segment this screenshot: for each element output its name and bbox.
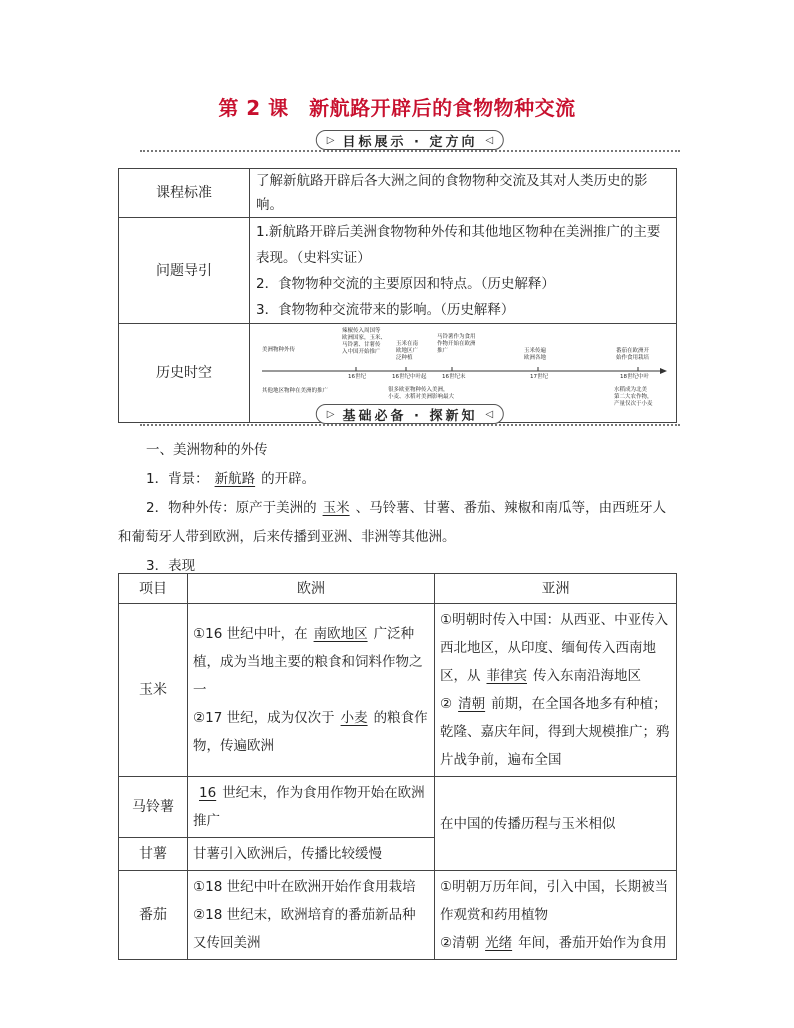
timeline-note: 番茄在欧洲开 始作食用栽培	[616, 348, 650, 361]
text-run: 前期，在全国各地多有种植；乾隆、嘉庆年间，得到大规模推广；鸦片战争前，遍布全国	[440, 696, 670, 768]
text-line: ①明朝万历年间，引入中国，长期被当作观赏和药用植物	[440, 879, 669, 923]
arrow-left-icon: ◁	[485, 408, 494, 420]
banner-pill	[316, 130, 504, 150]
curriculum-standard-label: 课程标准	[119, 169, 250, 218]
arrow-right-icon: ▷	[326, 134, 335, 146]
fill-blank: 新航路	[214, 471, 256, 487]
fill-blank: 光绪	[485, 935, 513, 951]
text-line	[440, 929, 671, 957]
sweet-potato-europe: 甘薯引入欧洲后，传播比较缓慢	[188, 838, 435, 871]
arrow-right-icon: ▷	[326, 408, 335, 420]
row-label-tomato: 番茄	[119, 871, 188, 960]
lesson-title: 第 2 课 新航路开辟后的食物物种交流	[218, 96, 576, 120]
arrow-left-icon: ◁	[485, 134, 494, 146]
fill-blank: 菲律宾	[486, 668, 527, 684]
timeline-note: 很多欧亚物种传入美洲， 小麦、水稻对美洲影响最大	[388, 387, 455, 400]
timeline-tick-label: 16世纪中叶起	[392, 374, 427, 380]
fill-blank: 南欧地区	[313, 626, 368, 642]
timeline-note: 马铃薯作为食用 作物开始在欧洲 推广	[437, 334, 476, 354]
guiding-question: 2．食物物种交流的主要原因和特点。（历史解释）	[256, 275, 555, 292]
dotted-divider	[140, 424, 680, 426]
text-run: 的开辟。	[261, 471, 316, 487]
spread-paragraph	[118, 494, 678, 552]
manifestation-heading: 3．表现	[146, 558, 196, 574]
text-run: ②清朝	[440, 935, 480, 951]
section-banner-goals	[140, 130, 680, 154]
text-run: 年间，番茄开始作为食用	[518, 935, 667, 951]
timeline-bottom-left-label: 其他地区物种在美洲的推广	[262, 388, 329, 394]
text-run: 广泛种植，成为当地主要的粮食和饲料作物之一	[193, 626, 423, 698]
col-header-europe: 欧洲	[188, 574, 435, 604]
tomato-asia	[435, 871, 677, 960]
guiding-questions-label: 问题导引	[119, 218, 250, 324]
fill-blank: 16	[199, 785, 217, 801]
species-spread-table	[118, 573, 677, 960]
guiding-questions	[250, 218, 677, 324]
timeline-top-left-label: 美洲物种外传	[262, 347, 296, 353]
banner-label: 基础必备 · 探新知	[342, 408, 478, 424]
timeline-tick-label: 18世纪中叶	[620, 374, 649, 380]
banner-label: 目标展示 · 定方向	[342, 134, 478, 150]
text-line	[440, 606, 671, 690]
text-run: 传入东南沿海地区	[533, 668, 641, 684]
objectives-table	[118, 168, 677, 423]
row-label-potato: 马铃薯	[119, 777, 188, 838]
row-label-corn: 玉米	[119, 604, 188, 777]
curriculum-standard-text: 了解新航路开辟后各大洲之间的食物物种交流及其对人类历史的影响。	[250, 169, 677, 218]
corn-asia	[435, 604, 677, 777]
timeline-note: 水稻成为北美 第二大农作物， 产量仅次于小麦	[614, 387, 653, 407]
text-line	[193, 704, 429, 760]
section-body	[118, 436, 678, 581]
guiding-question: 1.新航路开辟后美洲食物物种外传和其他地区物种在美洲推广的主要表现。（史料实证）	[256, 223, 661, 266]
col-header-item: 项目	[119, 574, 188, 604]
text-run: ②17 世纪，成为仅次于	[193, 710, 335, 726]
text-line: ②18 世纪末，欧洲培育的番茄新品种又传回美洲	[193, 907, 416, 951]
guiding-question: 3．食物物种交流带来的影响。（历史解释）	[256, 301, 515, 318]
timeline-note: 玉米传遍 欧洲各地	[524, 348, 547, 361]
timeline-note: 辣椒传入周国等 欧洲国家，玉米、 马铃薯、甘薯传 入中国开始推广	[342, 328, 387, 355]
text-run: 世纪末，作为食用作物开始在欧洲推广	[193, 785, 425, 829]
fill-blank: 玉米	[322, 500, 350, 516]
fill-blank: 清朝	[458, 696, 486, 712]
potato-sweet-potato-asia: 在中国的传播历程与玉米相似	[435, 777, 677, 871]
text-line	[440, 690, 671, 774]
text-line: ①18 世纪中叶在欧洲开始作食用栽培	[193, 879, 416, 895]
corn-europe	[188, 604, 435, 777]
section-banner-basics	[140, 404, 680, 428]
banner-pill	[316, 404, 504, 424]
text-run: 2．物种外传：原产于美洲的	[146, 500, 317, 516]
background-paragraph	[118, 465, 678, 494]
timeline-tick-label: 17世纪	[530, 374, 548, 380]
text-run: 、马铃薯、甘薯、番茄、辣椒和南瓜等，由西班牙人和葡萄牙人带到欧洲，后来传播到亚洲、非洲等其他洲。	[118, 500, 667, 545]
potato-europe	[188, 777, 435, 838]
col-header-asia: 亚洲	[435, 574, 677, 604]
text-run: ①16 世纪中叶，在	[193, 626, 308, 642]
tomato-europe	[188, 871, 435, 960]
text-run: ①明朝时传入中国：从西亚、中亚传入西北地区，从印度、缅甸传入西南地区，从	[440, 612, 669, 684]
text-run: 的粮食作物，传遍欧洲	[193, 710, 428, 754]
section-heading: 一、美洲物种的外传	[146, 442, 268, 458]
timeline-note: 玉米在南 欧地区广 泛种植	[396, 341, 419, 361]
fill-blank: 小麦	[340, 710, 368, 726]
row-label-sweet-potato: 甘薯	[119, 838, 188, 871]
historical-timespace-label: 历史时空	[119, 324, 250, 423]
dotted-divider	[140, 150, 680, 152]
text-run: 1．背景：	[146, 471, 209, 487]
timeline-tick-label: 16世纪	[348, 374, 366, 380]
text-run: ②	[440, 696, 453, 712]
timeline-tick-label: 16世纪末	[442, 374, 466, 380]
text-line	[193, 620, 429, 704]
